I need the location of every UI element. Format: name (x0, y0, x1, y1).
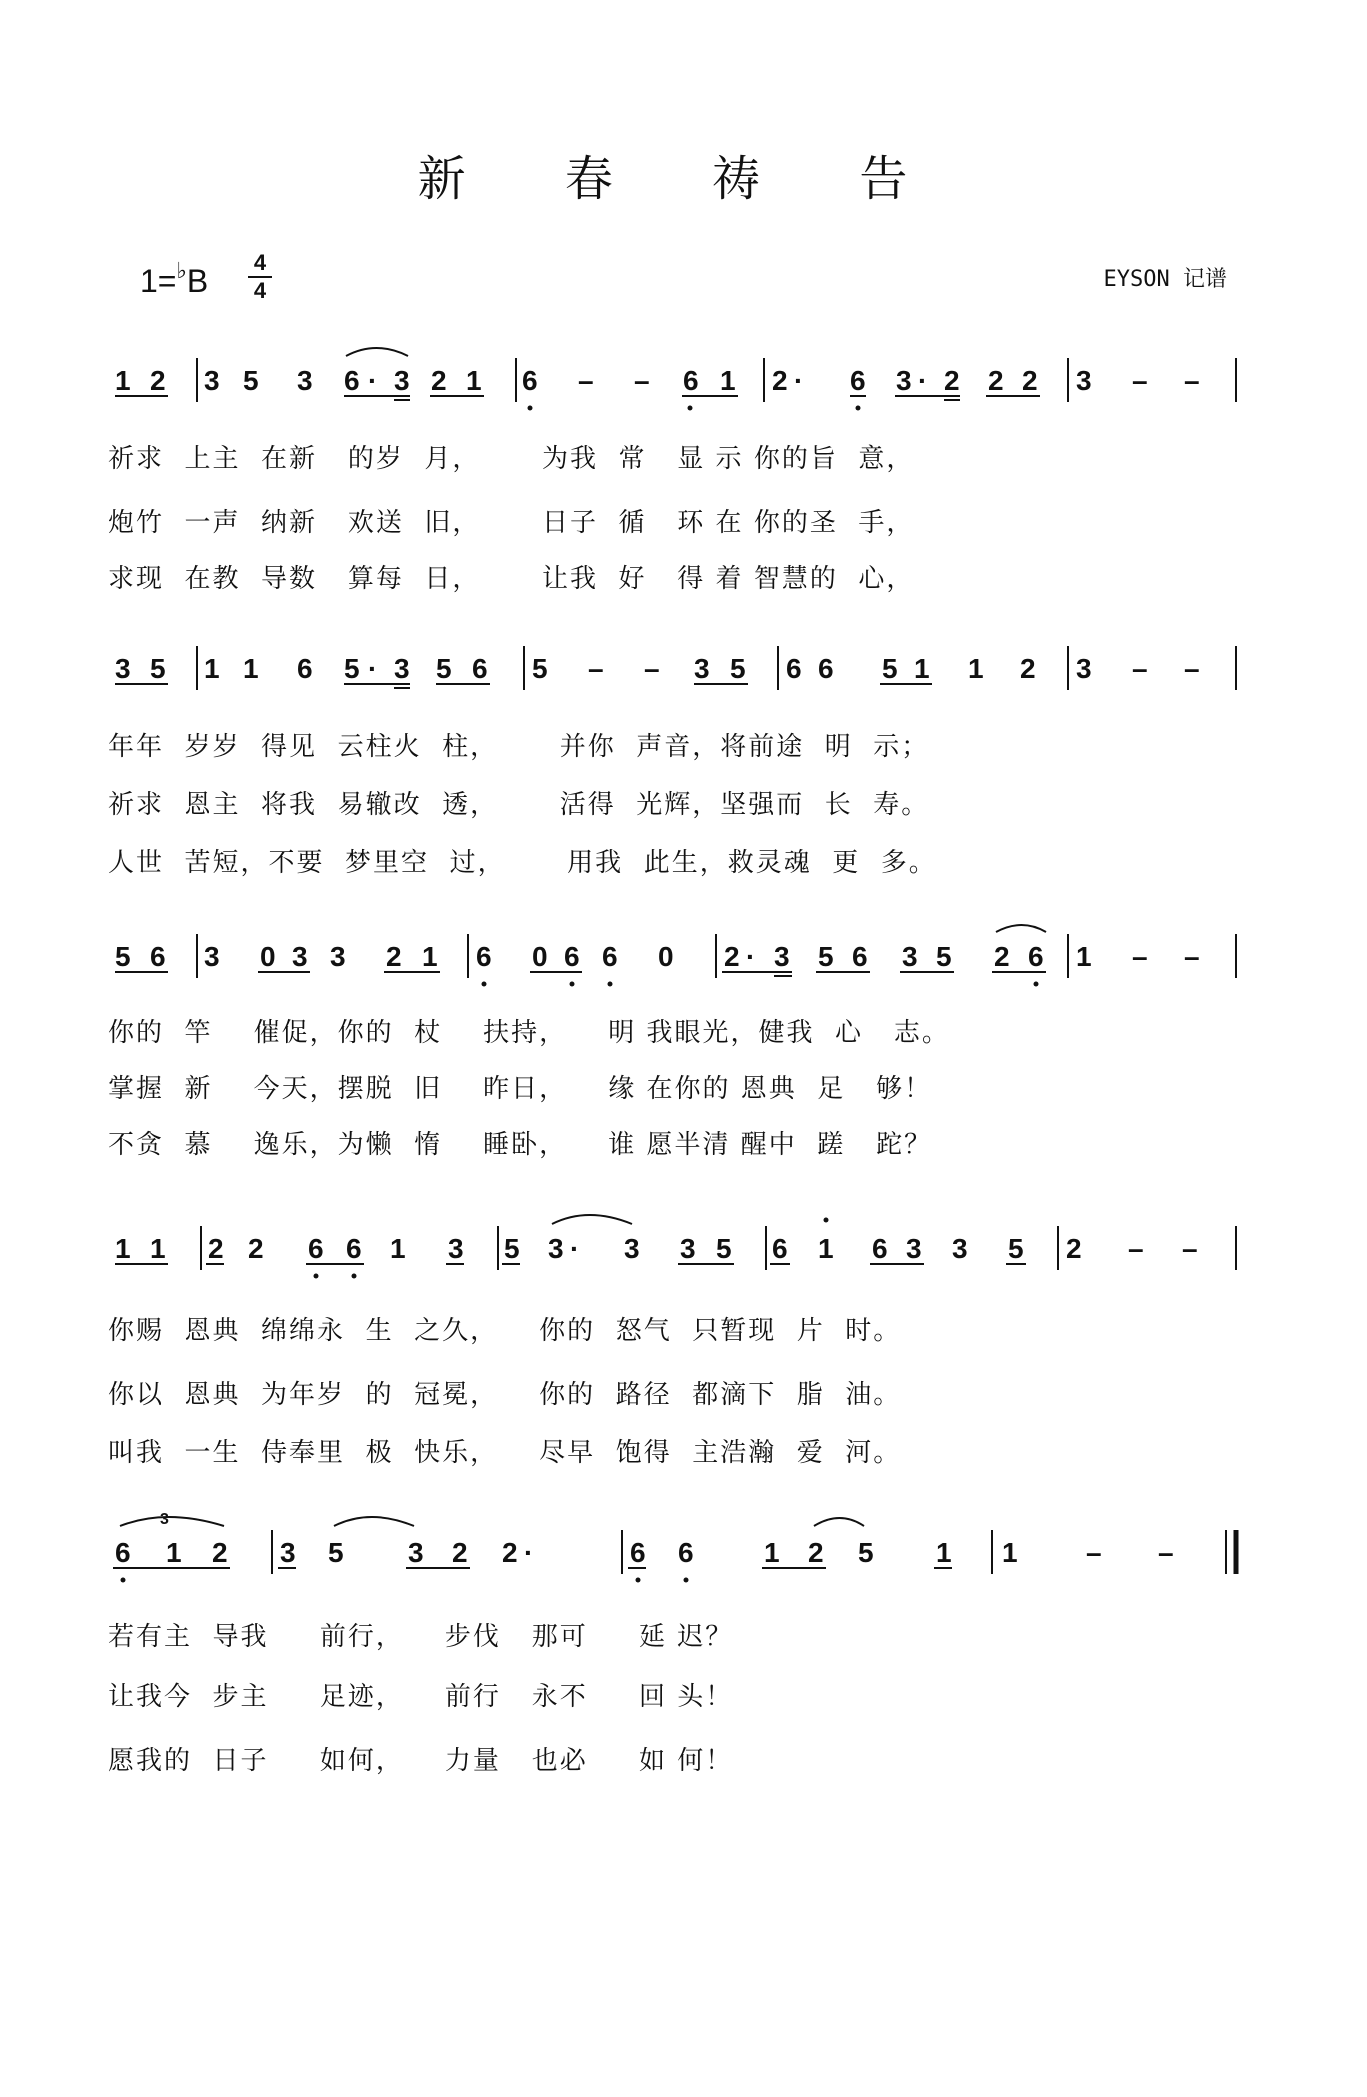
note: 2 (502, 1537, 518, 1568)
note: 1 (968, 653, 984, 684)
note: 3 (548, 1233, 564, 1264)
note: 3 (297, 365, 313, 396)
note: 2 (1066, 1233, 1082, 1264)
lyric-line-1-2: 炮竹 一声 纳新 欢送 旧， 日子 循 环 在 你的圣 手， (108, 508, 915, 538)
lyric-line-5-2: 让我今 步主 足迹， 前行 永不 回 头！ (108, 1682, 734, 1712)
note: 3 (680, 1233, 696, 1264)
note: 6 (346, 1233, 362, 1264)
note: 1 (764, 1537, 780, 1568)
note: 6 (1028, 941, 1044, 972)
lyric-line-3-3: 不贪 慕 逸乐，为懒 惰 睡卧， 谁 愿半清 醒中 蹉 跎？ (108, 1130, 933, 1160)
note: 3 (204, 941, 220, 972)
note: 3 (952, 1233, 968, 1264)
note: 3 (774, 941, 790, 972)
triplet-number: 3 (160, 1511, 169, 1528)
lyric-line-5-1: 若有主 导我 前行， 步伐 那可 延 迟？ (108, 1622, 734, 1652)
note: 1 (1076, 941, 1092, 972)
system-5-notes (115, 1511, 1236, 1574)
note: 2 (212, 1537, 228, 1568)
note: 6 (344, 365, 360, 396)
note: 1 (936, 1537, 952, 1568)
note: 3 (394, 365, 410, 396)
note: 2 (452, 1537, 468, 1568)
note: 5 (818, 941, 834, 972)
note: · (368, 365, 378, 396)
note: 6 (472, 653, 488, 684)
note: – (1184, 941, 1200, 972)
note: 5 (504, 1233, 520, 1264)
note: 3 (394, 653, 410, 684)
note: 5 (243, 365, 259, 396)
note: 6 (772, 1233, 788, 1264)
note: 6 (872, 1233, 888, 1264)
note: · (794, 365, 804, 396)
note: 3 (902, 941, 918, 972)
note: 5 (150, 653, 166, 684)
note: 3 (408, 1537, 424, 1568)
note: 2 (772, 365, 788, 396)
note: 1 (115, 365, 131, 396)
note: 1 (818, 1233, 834, 1264)
time-signature-bottom: 4 (248, 276, 272, 304)
note: – (1184, 365, 1200, 396)
note: · (746, 941, 756, 972)
note: 6 (150, 941, 166, 972)
note: – (644, 653, 660, 684)
note: · (570, 1233, 580, 1264)
note: 6 (850, 365, 866, 396)
lyric-line-2-3: 人世 苦短，不要 梦里空 过， 用我 此生，救灵魂 更 多。 (108, 848, 937, 878)
lyric-line-5-3: 愿我的 日子 如何， 力量 也必 如 何！ (108, 1746, 734, 1776)
note: 3 (694, 653, 710, 684)
note: 1 (390, 1233, 406, 1264)
note: 2 (724, 941, 740, 972)
note: 6 (602, 941, 618, 972)
note: 2 (808, 1537, 824, 1568)
time-signature-top: 4 (253, 250, 267, 275)
note: – (634, 365, 650, 396)
note: 3 (204, 365, 220, 396)
note: 2 (208, 1233, 224, 1264)
transcriber-credit: EYSON 记谱 (1103, 267, 1227, 292)
lyric-line-3-2: 掌握 新 今天，摆脱 旧 昨日， 缘 在你的 恩典 足 够！ (108, 1074, 933, 1104)
note: 2 (994, 941, 1010, 972)
note: 5 (532, 653, 548, 684)
note: 3 (330, 941, 346, 972)
note: 2 (944, 365, 960, 396)
note: 1 (115, 1233, 131, 1264)
note: 2 (150, 365, 166, 396)
note: 0 (260, 941, 276, 972)
lyric-line-3-1: 你的 竿 催促，你的 杖 扶持， 明 我眼光，健我 心 志。 (108, 1018, 950, 1048)
note: 3 (292, 941, 308, 972)
note: 6 (115, 1537, 131, 1568)
note: 6 (564, 941, 580, 972)
lyric-line-1-1: 祈求 上主 在新 的岁 月， 为我 常 显 示 你的旨 意， (108, 444, 915, 474)
note: – (1086, 1537, 1102, 1568)
note: 6 (786, 653, 802, 684)
note: 6 (852, 941, 868, 972)
system-5-octave-dots (121, 1578, 689, 1583)
note: 3 (115, 653, 131, 684)
note: 5 (115, 941, 131, 972)
note: 6 (476, 941, 492, 972)
note: – (1132, 365, 1148, 396)
lyric-line-1-3: 求现 在教 导数 算每 日， 让我 好 得 着 智慧的 心， (108, 564, 915, 594)
note: – (1132, 941, 1148, 972)
note: 3 (1076, 365, 1092, 396)
note: 3 (896, 365, 912, 396)
note: – (1158, 1537, 1174, 1568)
note: 0 (532, 941, 548, 972)
note: 2 (386, 941, 402, 972)
key-prefix: 1= (140, 263, 177, 299)
note: 0 (658, 941, 674, 972)
note: 3 (448, 1233, 464, 1264)
note: 6 (678, 1537, 694, 1568)
note: – (1128, 1233, 1144, 1264)
note: 5 (328, 1537, 344, 1568)
lyric-line-4-3: 叫我 一生 侍奉里 极 快乐， 尽早 饱得 主浩瀚 爱 河。 (108, 1438, 902, 1468)
lyric-line-2-2: 祈求 恩主 将我 易辙改 透， 活得 光辉，坚强而 长 寿。 (108, 790, 930, 820)
note: 6 (522, 365, 538, 396)
note: – (1182, 1233, 1198, 1264)
note: · (918, 365, 928, 396)
note: 6 (683, 365, 699, 396)
note: 5 (1008, 1233, 1024, 1264)
note: 2 (988, 365, 1004, 396)
lyric-line-4-1: 你赐 恩典 绵绵永 生 之久， 你的 怒气 只暂现 片 时。 (108, 1316, 902, 1346)
note: 5 (730, 653, 746, 684)
note: 5 (858, 1537, 874, 1568)
note: 2 (431, 365, 447, 396)
note: 6 (297, 653, 313, 684)
note: 6 (818, 653, 834, 684)
note: 3 (280, 1537, 296, 1568)
note: – (588, 653, 604, 684)
note: 6 (308, 1233, 324, 1264)
lyric-line-4-2: 你以 恩典 为年岁 的 冠冕， 你的 路径 都滴下 脂 油。 (108, 1380, 902, 1410)
note: 3 (906, 1233, 922, 1264)
note: 3 (1076, 653, 1092, 684)
note: · (524, 1537, 534, 1568)
song-title: 新 春 祷 告 (417, 151, 950, 207)
note: 1 (914, 653, 930, 684)
note: 1 (150, 1233, 166, 1264)
note: 1 (1002, 1537, 1018, 1568)
flat-symbol: ♭ (176, 258, 187, 283)
note: 5 (936, 941, 952, 972)
note: – (1184, 653, 1200, 684)
note: 1 (720, 365, 736, 396)
note: 5 (716, 1233, 732, 1264)
note: 1 (204, 653, 220, 684)
note: – (578, 365, 594, 396)
note: – (1132, 653, 1148, 684)
note: 2 (248, 1233, 264, 1264)
note: 2 (1022, 365, 1038, 396)
note: 1 (422, 941, 438, 972)
note: 1 (243, 653, 259, 684)
note: 2 (1020, 653, 1036, 684)
note: 5 (344, 653, 360, 684)
note: 3 (624, 1233, 640, 1264)
note: 5 (882, 653, 898, 684)
note: 5 (436, 653, 452, 684)
lyric-line-2-1: 年年 岁岁 得见 云柱火 柱， 并你 声音，将前途 明 示； (108, 732, 930, 762)
note: · (368, 653, 378, 684)
note: 1 (466, 365, 482, 396)
key-letter: B (186, 263, 209, 299)
note: 6 (630, 1537, 646, 1568)
note: 1 (166, 1537, 182, 1568)
